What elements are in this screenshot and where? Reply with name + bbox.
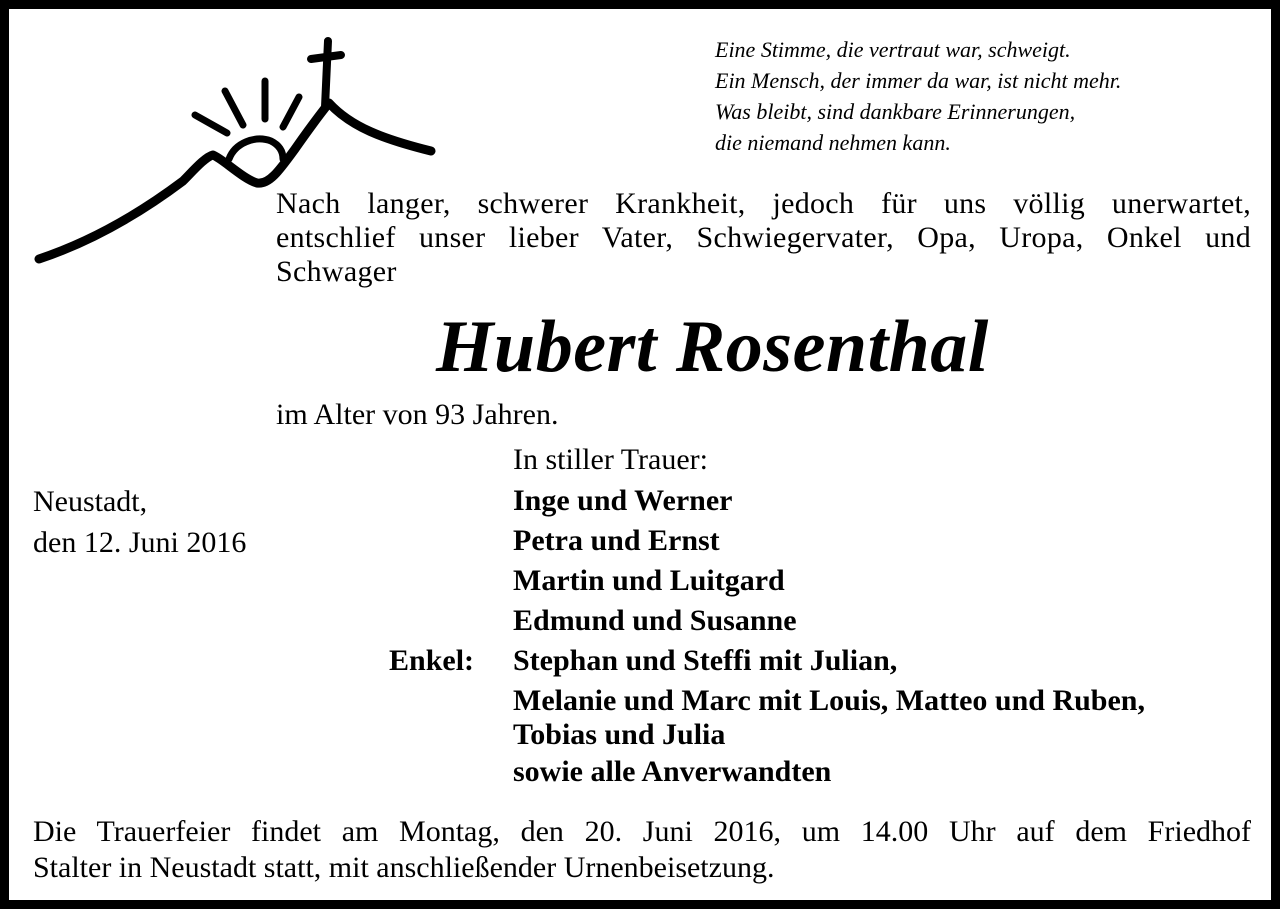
grandchildren-label: Enkel:	[389, 644, 475, 677]
funeral-line: Die Trauerfeier findet am Montag, den 20. Juni 2016, um 14.00 Uhr auf dem Friedhof	[33, 815, 1251, 848]
poem-line: die niemand nehmen kann.	[715, 130, 951, 155]
intro-text	[276, 187, 1251, 289]
poem-line: Eine Stimme, die vertraut war, schweigt.	[715, 37, 1071, 62]
poem	[715, 34, 1121, 158]
place-date	[33, 481, 246, 563]
mourning-heading: In stiller Trauer:	[513, 443, 708, 476]
family-list	[513, 481, 1145, 792]
funeral-info	[33, 814, 1251, 886]
family-member: Edmund und Susanne	[513, 604, 797, 637]
poem-line: Ein Mensch, der immer da war, ist nicht mehr.	[715, 68, 1122, 93]
intro-line: Nach langer, schwerer Krankheit, jedoch für uns völlig unerwartet,	[276, 187, 1251, 220]
intro-line: Schwager	[276, 255, 397, 288]
other-relatives: sowie alle Anverwandten	[513, 755, 832, 788]
family-member: Martin und Luitgard	[513, 564, 785, 597]
place-city: Neustadt,	[33, 485, 148, 518]
grandchild-entry: Melanie und Marc mit Louis, Matteo und Ruben,	[513, 684, 1145, 717]
obituary-notice	[9, 9, 1271, 900]
poem-line: Was bleibt, sind dankbare Erinnerungen,	[715, 99, 1076, 124]
intro-line: entschlief unser lieber Vater, Schwiegervater, Opa, Uropa, Onkel und	[276, 221, 1251, 254]
grandchild-entry: Stephan und Steffi mit Julian,	[513, 644, 898, 677]
family-member: Inge und Werner	[513, 484, 733, 517]
deceased-name: Hubert Rosenthal	[436, 306, 989, 388]
place-date-text: den 12. Juni 2016	[33, 526, 247, 559]
grandchild-entry: Tobias und Julia	[513, 718, 726, 751]
family-member: Petra und Ernst	[513, 524, 720, 557]
funeral-line: Stalter in Neustadt statt, mit anschließender Urnenbeisetzung.	[33, 851, 775, 884]
deceased-age: im Alter von 93 Jahren.	[276, 398, 559, 431]
